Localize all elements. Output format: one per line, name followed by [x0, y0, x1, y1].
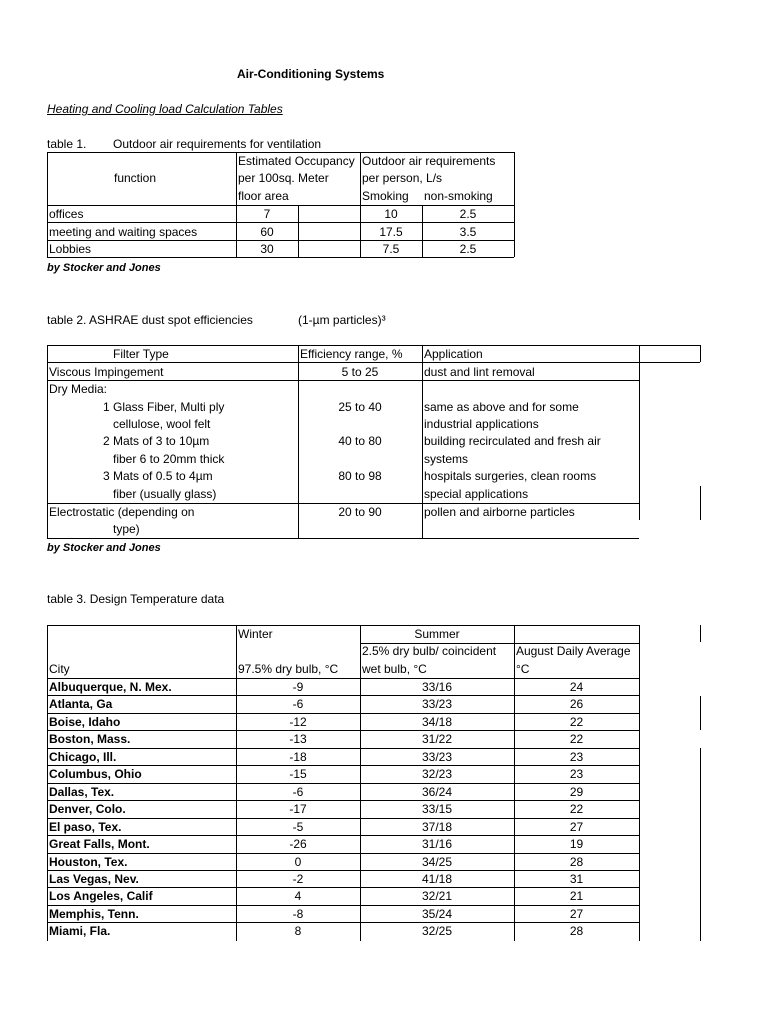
table1-cell-function: Lobbies — [49, 242, 92, 256]
table3-cell-winter: -26 — [289, 837, 307, 851]
table2-viscous-efficiency: 5 to 25 — [341, 365, 379, 379]
table1-cell-nonsmoking: 2.5 — [459, 207, 477, 221]
table3-cell-city: Denver, Colo. — [49, 802, 126, 816]
table3-cell-city: Las Vegas, Nev. — [49, 872, 139, 886]
table3-cell-winter: -2 — [292, 872, 304, 886]
document-title: Air-Conditioning Systems — [237, 67, 385, 81]
table3-cell-city: El paso, Tex. — [49, 820, 122, 834]
table2-header-application: Application — [424, 347, 483, 361]
table3-cell-winter: -8 — [292, 907, 304, 921]
table1-cell-occupancy: 60 — [260, 225, 274, 239]
table3-cell-winter: -18 — [289, 750, 307, 764]
table3-cell-august: 19 — [569, 837, 584, 851]
table3-cell-winter: 0 — [294, 855, 302, 869]
table3-cell-august: 23 — [569, 750, 584, 764]
table3-cell-summer: 35/24 — [421, 907, 453, 921]
table2-glass-name-line2: cellulose, wool felt — [113, 417, 211, 431]
table2-caption-note: (1-µm particles)³ — [298, 313, 386, 327]
table3-cell-winter: -17 — [289, 802, 307, 816]
table3-cell-city: Atlanta, Ga — [49, 697, 113, 711]
table2-glass-efficiency: 25 to 40 — [338, 400, 382, 414]
table3-caption: table 3. Design Temperature data — [47, 592, 225, 606]
table2-glass-application-line2: industrial applications — [424, 417, 539, 431]
table3-cell-city: Columbus, Ohio — [49, 767, 142, 781]
table3-cell-august: 22 — [569, 732, 584, 746]
table3-cell-winter: 8 — [294, 924, 302, 938]
table1-header-nonsmoking: non-smoking — [424, 189, 493, 203]
table3-cell-winter: -5 — [292, 820, 304, 834]
table2-mats2-name-line1: 3 Mats of 0.5 to 4µm — [103, 469, 213, 483]
table2-mats2-application-line2: special applications — [424, 487, 529, 501]
table3-cell-august: 28 — [569, 924, 584, 938]
table1-cell-nonsmoking: 3.5 — [459, 225, 477, 239]
table1-header-smoking: Smoking — [362, 189, 409, 203]
table2-mats2-name-line2: fiber (usually glass) — [113, 487, 217, 501]
table2-mats2-efficiency: 80 to 98 — [338, 469, 382, 483]
table2-electrostatic-efficiency: 20 to 90 — [338, 505, 382, 519]
table3-cell-city: Albuquerque, N. Mex. — [49, 680, 172, 694]
table3-cell-summer: 33/16 — [421, 680, 453, 694]
table1-cell-function: meeting and waiting spaces — [49, 225, 198, 239]
table3-cell-city: Chicago, Ill. — [49, 750, 117, 764]
table3-cell-august: 22 — [569, 715, 584, 729]
table3-cell-august: 24 — [569, 680, 584, 694]
table2-mats1-application-line1: building recirculated and fresh air — [424, 434, 601, 448]
table3-cell-august: 22 — [569, 802, 584, 816]
table1-caption: Outdoor air requirements for ventilation — [113, 137, 322, 151]
table3-cell-winter: 4 — [294, 889, 302, 903]
table3-cell-summer: 32/23 — [421, 767, 453, 781]
table3-cell-summer: 33/15 — [421, 802, 453, 816]
table2-mats1-efficiency: 40 to 80 — [338, 434, 382, 448]
table3-header-august-line1: August Daily Average — [516, 644, 631, 658]
table2-mats2-application-line1: hospitals surgeries, clean rooms — [424, 469, 597, 483]
table3-cell-summer: 32/25 — [421, 924, 453, 938]
table3-cell-summer: 33/23 — [421, 750, 453, 764]
table3-cell-august: 27 — [569, 820, 584, 834]
table1-header-occupancy-line1: Estimated Occupancy — [238, 154, 355, 168]
table3-cell-city: Boston, Mass. — [49, 732, 131, 746]
table3-cell-winter: -6 — [292, 697, 304, 711]
table3-cell-august: 27 — [569, 907, 584, 921]
table3-cell-city: Miami, Fla. — [49, 924, 111, 938]
table3-cell-winter: -12 — [289, 715, 307, 729]
table2-electrostatic-name-line1: Electrostatic (depending on — [49, 505, 195, 519]
table3-cell-summer: 31/22 — [421, 732, 453, 746]
table1-header-function: function — [114, 171, 157, 185]
table3-header-city: City — [49, 662, 70, 676]
table1-header-outdoor-air-line1: Outdoor air requirements — [362, 154, 496, 168]
table3-cell-winter: -6 — [292, 785, 304, 799]
table1-header-outdoor-air-line2: per person, L/s — [362, 171, 443, 185]
table3-header-summer-subheading-line1: 2.5% dry bulb/ coincident — [362, 644, 497, 658]
table1-source: by Stocker and Jones — [47, 262, 161, 274]
table3-cell-city: Great Falls, Mont. — [49, 837, 150, 851]
table3-cell-summer: 33/23 — [421, 697, 453, 711]
table3-cell-august: 21 — [569, 889, 584, 903]
table2-source: by Stocker and Jones — [47, 542, 161, 554]
table1-cell-occupancy: 7 — [263, 207, 271, 221]
table3-cell-city: Houston, Tex. — [49, 855, 128, 869]
table3-cell-summer: 34/18 — [421, 715, 453, 729]
table3-cell-city: Memphis, Tenn. — [49, 907, 139, 921]
table2-electrostatic-application: pollen and airborne particles — [424, 505, 575, 519]
table2-glass-application-line1: same as above and for some — [424, 400, 579, 414]
table2-caption: table 2. ASHRAE dust spot efficiencies — [47, 313, 253, 327]
table3-cell-summer: 32/21 — [421, 889, 453, 903]
table1-cell-smoking: 10 — [384, 207, 398, 221]
table3-cell-summer: 41/18 — [421, 872, 453, 886]
table3-cell-winter: -15 — [289, 767, 307, 781]
table2-viscous-application: dust and lint removal — [424, 365, 535, 379]
table2-mats1-application-line2: systems — [424, 452, 469, 466]
table3-cell-august: 31 — [569, 872, 584, 886]
table3-cell-august: 29 — [569, 785, 584, 799]
table1-cell-occupancy: 30 — [260, 242, 274, 256]
table2-electrostatic-name-line2: type) — [113, 522, 140, 536]
table1-cell-function: offices — [49, 207, 84, 221]
table2-mats1-name-line2: fiber 6 to 20mm thick — [113, 452, 225, 466]
table1-header-occupancy-line2: per 100sq. Meter — [238, 171, 329, 185]
table3-cell-summer: 36/24 — [421, 785, 453, 799]
table3-cell-city: Boise, Idaho — [49, 715, 121, 729]
table3-cell-august: 28 — [569, 855, 584, 869]
table1-cell-smoking: 7.5 — [382, 242, 400, 256]
table3-header-august-line2: °C — [516, 662, 530, 676]
table1-cell-nonsmoking: 2.5 — [459, 242, 477, 256]
table2-header-filter-type: Filter Type — [113, 347, 169, 361]
table2-header-efficiency: Efficiency range, % — [300, 347, 403, 361]
table2-dry-media-label: Dry Media: — [49, 382, 108, 396]
table3-cell-winter: -13 — [289, 732, 307, 746]
table3-cell-winter: -9 — [292, 680, 304, 694]
table3-header-winter-subheading: 97.5% dry bulb, °C — [238, 662, 339, 676]
table1-cell-smoking: 17.5 — [379, 225, 403, 239]
table3-cell-august: 26 — [569, 697, 584, 711]
table2-mats1-name-line1: 2 Mats of 3 to 10µm — [103, 434, 210, 448]
table1-header-occupancy-line3: floor area — [238, 189, 289, 203]
table2-viscous-name: Viscous Impingement — [49, 365, 164, 379]
document-subtitle: Heating and Cooling load Calculation Tables — [47, 102, 283, 116]
table3-cell-summer: 34/25 — [421, 855, 453, 869]
table3-cell-august: 23 — [569, 767, 584, 781]
table3-header-summer-subheading-line2: wet bulb, °C — [362, 662, 427, 676]
table3-cell-city: Dallas, Tex. — [49, 785, 115, 799]
table2-glass-name-line1: 1 Glass Fiber, Multi ply — [103, 400, 225, 414]
table3-cell-summer: 37/18 — [421, 820, 453, 834]
table1-caption-number: table 1. — [47, 137, 87, 151]
table3-header-summer: Summer — [414, 627, 460, 641]
table3-cell-city: Los Angeles, Calif — [49, 889, 153, 903]
table3-cell-summer: 31/16 — [421, 837, 453, 851]
table3-header-winter: Winter — [238, 627, 273, 641]
